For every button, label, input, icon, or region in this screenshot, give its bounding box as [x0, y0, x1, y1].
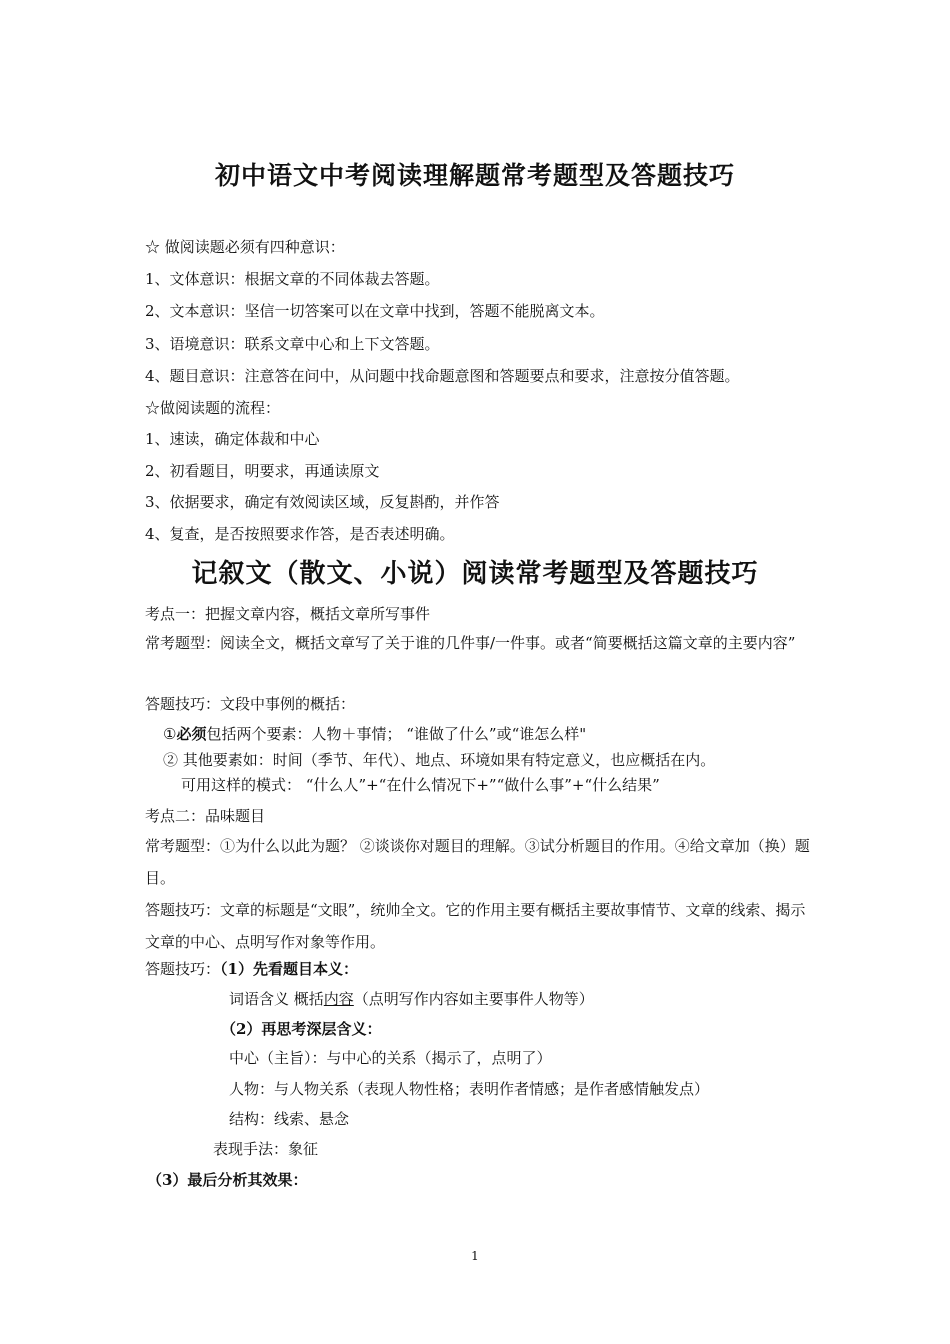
- rule1-bold: 必须: [176, 725, 207, 743]
- rule1-rest: 包括两个要素：人物＋事情； “谁做了什么”或“谁怎么样": [206, 725, 587, 743]
- section-title: 记叙文（散文、小说）阅读常考题型及答题技巧: [191, 559, 759, 589]
- point1-title: 考点一：把握文章内容，概括文章所写事件: [145, 605, 431, 623]
- section1-item: 1、文体意识：根据文章的不同体裁去答题。: [145, 270, 440, 288]
- point2-title: 考点二：品味题目: [145, 807, 266, 825]
- section2-item: 4、复查，是否按照要求作答，是否表述明确。: [145, 525, 455, 543]
- point1-skill-label: 答题技巧：文段中事例的概括：: [145, 695, 356, 713]
- section1-item: 3、语境意识：联系文章中心和上下文答题。: [145, 335, 440, 353]
- page-number: 1: [471, 1249, 479, 1263]
- point2-question-type: 常考题型：①为什么以此为题？ ②谈谈你对题目的理解。③试分析题目的作用。④给文章加（换）题目。: [145, 837, 810, 887]
- step2-item: 人物：与人物关系（表现人物性格；表明作者情感；是作者感情触发点）: [229, 1080, 710, 1098]
- point2-skill1: 答题技巧：文章的标题是“文眼”，统帅全文。它的作用主要有概括主要故事情节、文章的线索、揭示文章的中心、点明写作对象等作用。: [145, 901, 806, 951]
- point1-rule1: [163, 723, 586, 744]
- step2-heading: （2）再思考深层含义：: [221, 1020, 382, 1038]
- point2-skill2: [145, 958, 358, 979]
- step2-item: 中心（主旨）：与中心的关系（揭示了，点明了）: [229, 1049, 552, 1067]
- step1-detail-underlined: 内容: [323, 990, 354, 1008]
- rule1-prefix: ①: [163, 725, 177, 743]
- section1-item: 4、题目意识：注意答在问中，从问题中找命题意图和答题要点和要求，注意按分值答题。: [145, 367, 740, 385]
- section1-item: 2、文本意识：坚信一切答案可以在文章中找到，答题不能脱离文本。: [145, 302, 605, 320]
- section2-item: 3、依据要求，确定有效阅读区域，反复斟酌，并作答: [145, 493, 500, 511]
- point1-question-type: 常考题型：阅读全文，概括文章写了关于谁的几件事/一件事。或者“简要概括这篇文章的主要内容”: [145, 634, 796, 652]
- step1-heading: （1）先看题目本义：: [220, 960, 358, 978]
- point1-rule3: 可用这样的模式： “什么人”+“在什么情况下+”“做什么事”+“什么结果”: [181, 776, 660, 794]
- step1-detail-rest: （点明写作内容如主要事件人物等）: [353, 990, 594, 1008]
- document-title: 初中语文中考阅读理解题常考题型及答题技巧: [214, 161, 735, 190]
- point1-rule2: ② 其他要素如：时间（季节、年代）、地点、环境如果有特定意义，也应概括在内。: [163, 751, 716, 769]
- step2-item: 表现手法：象征: [213, 1140, 319, 1158]
- section1-heading: ☆ 做阅读题必须有四种意识：: [145, 238, 345, 256]
- section2-item: 1、速读，确定体裁和中心: [145, 430, 320, 448]
- step3-heading: （3）最后分析其效果：: [147, 1171, 308, 1189]
- step2-item: 结构：线索、悬念: [229, 1110, 350, 1128]
- section2-item: 2、初看题目，明要求，再通读原文: [145, 462, 380, 480]
- section2-heading: ☆做阅读题的流程：: [145, 399, 281, 417]
- skill2-label: 答题技巧：: [145, 960, 221, 978]
- step1-detail-text: 词语含义 概括: [229, 990, 324, 1008]
- step1-detail: [229, 988, 594, 1009]
